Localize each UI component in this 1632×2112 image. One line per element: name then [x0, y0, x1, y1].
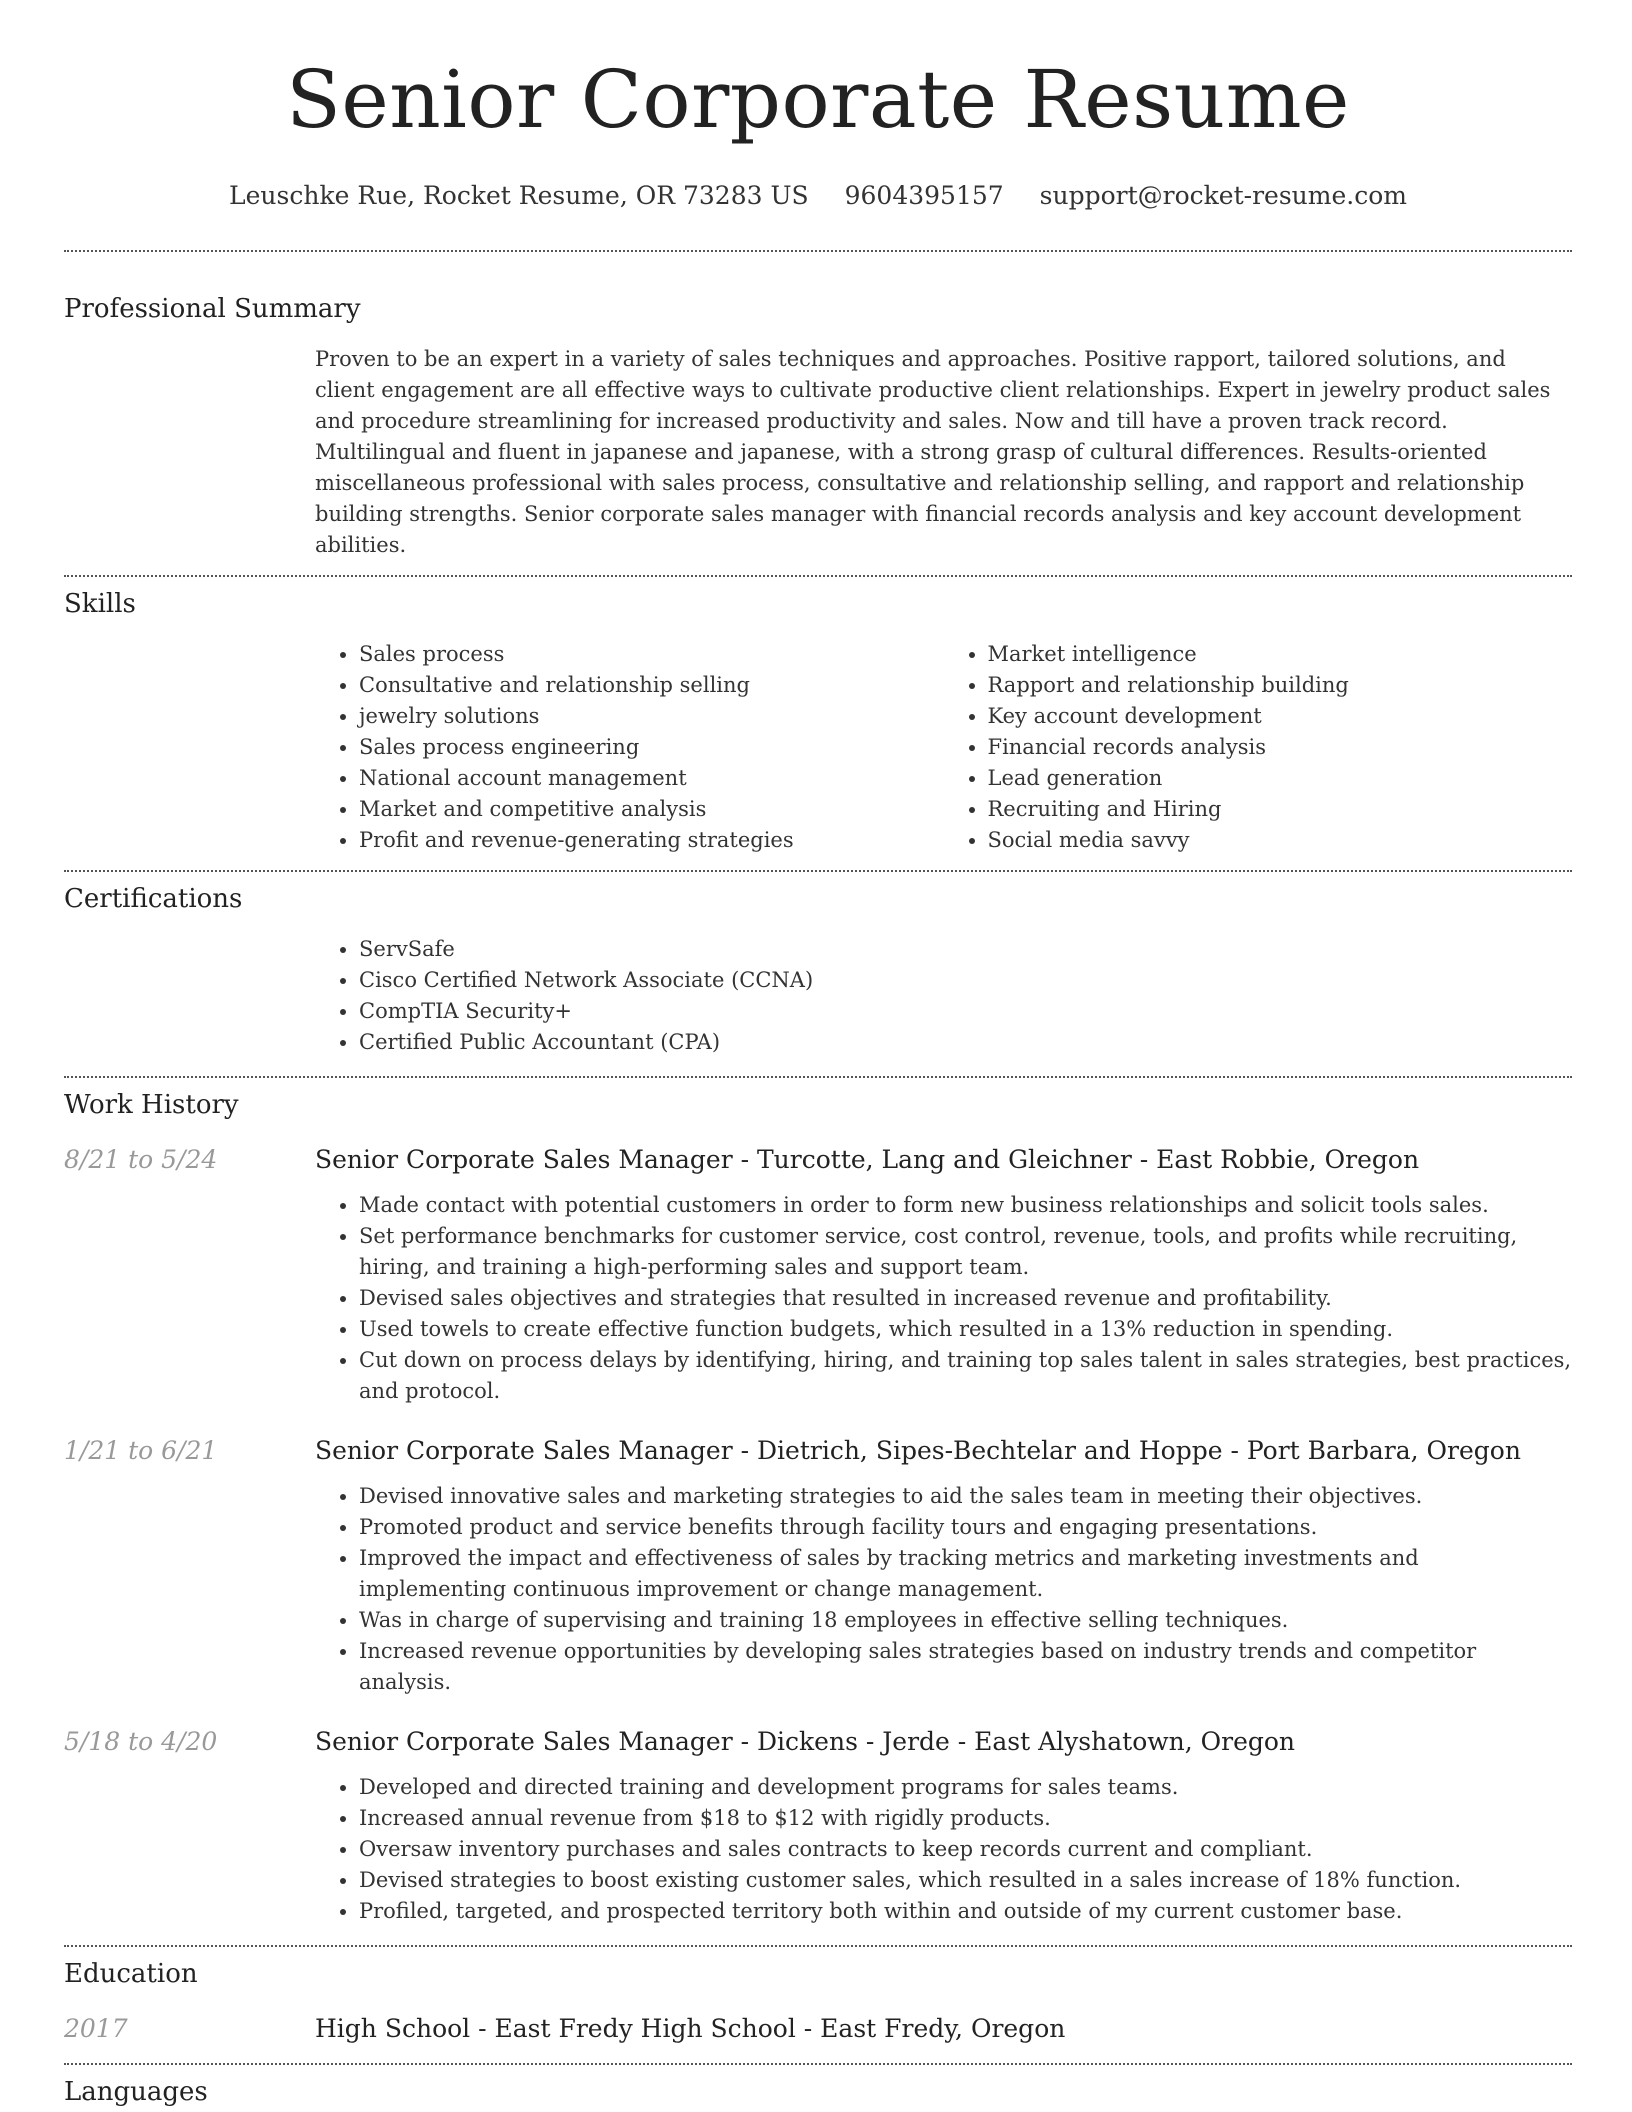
summary-text: Proven to be an expert in a variety of sales techniques and approaches. Positive rapport, tailored solutions, and client engagement are all effective ways to cultivate productive client relationships. Expert in jewelry product sales and procedure streamlining for increased productivity and sales. Now and till have a proven track record. Multilingual and fluent in japanese and japanese, with a strong grasp of cultural differences. Results-oriented miscellaneous professional with sales process, consultative and relationship selling, and rapport and relationship building strengths. Senior corporate sales manager with financial records analysis and key account development abilities.	[315, 347, 1551, 557]
certification-item: • ServSafe	[359, 934, 1572, 965]
skill-item: • Recruiting and Hiring	[988, 794, 1573, 825]
job-bullet: • Made contact with potential customers in order to form new business relationships and solicit tools sales.	[359, 1190, 1572, 1221]
section-title-summary: Professional Summary	[64, 294, 361, 324]
skill-item: • Market and competitive analysis	[359, 794, 944, 825]
job-bullet: • Promoted product and service benefits through facility tours and engaging presentations.	[359, 1512, 1572, 1543]
job-bullet: • Developed and directed training and development programs for sales teams.	[359, 1772, 1572, 1803]
job-bullets	[315, 1481, 1572, 1698]
contact-phone: 9604395157	[844, 181, 1004, 210]
skills-list-right	[944, 639, 1573, 856]
summary-section	[64, 252, 1572, 561]
skill-item: • Consultative and relationship selling	[359, 670, 944, 701]
job-bullet: • Cut down on process delays by identifying, hiring, and training top sales talent in sales strategies, best practices, and protocol.	[359, 1345, 1572, 1407]
job-bullet: • Used towels to create effective function budgets, which resulted in a 13% reduction in spending.	[359, 1314, 1572, 1345]
job-bullet: • Profiled, targeted, and prospected territory both within and outside of my current customer base.	[359, 1896, 1572, 1927]
certifications-section	[64, 872, 1572, 1058]
job-dates: 1/21 to 6/21	[64, 1436, 218, 1465]
job-bullet: • Was in charge of supervising and training 18 employees in effective selling techniques.	[359, 1605, 1572, 1636]
education-section	[64, 1947, 1572, 2045]
section-title-certifications: Certifications	[64, 884, 243, 914]
skill-item: • Lead generation	[988, 763, 1573, 794]
job-title: Senior Corporate Sales Manager - Turcotte, Lang and Gleichner - East Robbie, Oregon	[315, 1145, 1420, 1174]
certifications-list	[315, 934, 1572, 1058]
languages-section	[64, 2065, 1572, 2109]
resume-title: Senior Corporate Resume	[286, 53, 1350, 146]
job-bullet: • Set performance benchmarks for customer service, cost control, revenue, tools, and profits while recruiting, hiring, and training a high-performing sales and support team.	[359, 1221, 1572, 1283]
job-bullet: • Increased revenue opportunities by developing sales strategies based on industry trends and competitor analysis.	[359, 1636, 1572, 1698]
skill-item: • Market intelligence	[988, 639, 1573, 670]
skill-item: • Key account development	[988, 701, 1573, 732]
skill-item: • National account management	[359, 763, 944, 794]
contact-email[interactable]: support@rocket-resume.com	[1039, 181, 1407, 210]
job-title: Senior Corporate Sales Manager - Dickens - Jerde - East Alyshatown, Oregon	[315, 1727, 1296, 1756]
job-bullet: • Devised innovative sales and marketing strategies to aid the sales team in meeting their objectives.	[359, 1481, 1572, 1512]
certification-item: • Certified Public Accountant (CPA)	[359, 1027, 1572, 1058]
skill-item: • Profit and revenue-generating strategies	[359, 825, 944, 856]
contact-line	[64, 180, 1572, 212]
skill-item: • Sales process engineering	[359, 732, 944, 763]
job-bullet: • Devised strategies to boost existing customer sales, which resulted in a sales increase of 18% function.	[359, 1865, 1572, 1896]
job-dates: 8/21 to 5/24	[64, 1145, 218, 1174]
education-entry: High School - East Fredy High School - East Fredy, Oregon	[315, 2014, 1066, 2043]
skill-item: • jewelry solutions	[359, 701, 944, 732]
job-entry	[64, 1726, 1572, 1927]
job-bullet: • Oversaw inventory purchases and sales contracts to keep records current and compliant.	[359, 1834, 1572, 1865]
section-title-skills: Skills	[64, 589, 136, 619]
skills-section	[64, 577, 1572, 856]
section-title-languages: Languages	[64, 2077, 208, 2107]
skill-item: • Rapport and relationship building	[988, 670, 1573, 701]
section-title-work-history: Work History	[64, 1090, 239, 1120]
contact-address: Leuschke Rue, Rocket Resume, OR 73283 US	[229, 181, 809, 210]
job-title: Senior Corporate Sales Manager - Dietrich, Sipes-Bechtelar and Hoppe - Port Barbara, Oregon	[315, 1436, 1521, 1465]
skill-item: • Financial records analysis	[988, 732, 1573, 763]
skill-item: • Social media savvy	[988, 825, 1573, 856]
certification-item: • Cisco Certified Network Associate (CCNA)	[359, 965, 1572, 996]
work-history-section	[64, 1078, 1572, 1927]
job-bullets	[315, 1772, 1572, 1927]
certification-item: • CompTIA Security+	[359, 996, 1572, 1027]
job-dates: 5/18 to 4/20	[64, 1727, 218, 1756]
education-year: 2017	[64, 2014, 128, 2043]
job-bullet: • Improved the impact and effectiveness of sales by tracking metrics and marketing investments and implementing continuous improvement or change management.	[359, 1543, 1572, 1605]
job-bullet: • Devised sales objectives and strategies that resulted in increased revenue and profitability.	[359, 1283, 1572, 1314]
resume-page	[64, 0, 1572, 2109]
skills-list-left	[315, 639, 944, 856]
job-bullet: • Increased annual revenue from $18 to $12 with rigidly products.	[359, 1803, 1572, 1834]
section-title-education: Education	[64, 1959, 198, 1989]
job-entry	[64, 1144, 1572, 1407]
job-bullets	[315, 1190, 1572, 1407]
skill-item: • Sales process	[359, 639, 944, 670]
job-entry	[64, 1435, 1572, 1698]
